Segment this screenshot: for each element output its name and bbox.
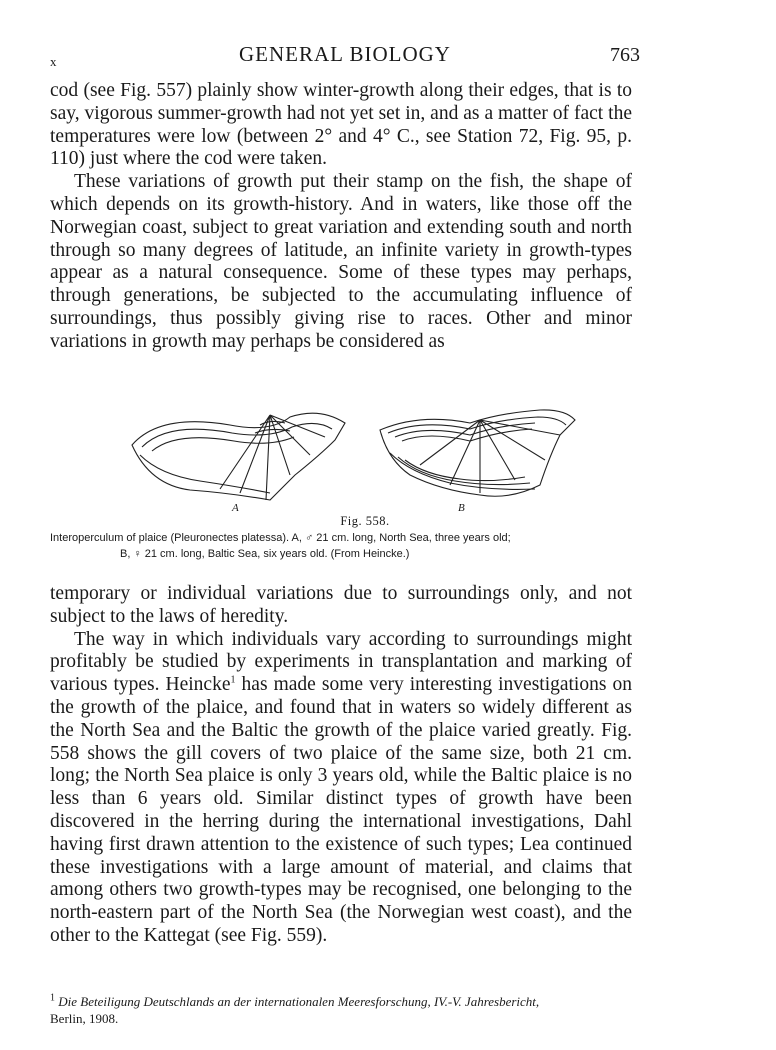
footnote-reference[interactable]: 1: [230, 674, 236, 686]
gill-cover-b-drawing: [380, 410, 575, 496]
page-number: 763: [610, 44, 640, 66]
gill-cover-a-drawing: [132, 413, 345, 500]
paragraph-continued: cod (see Fig. 557) plainly show winter-growth along their edges, that is to say, vigorous summer-growth had not yet set in, and as a matter of fact the temperatures were low (between 2° and 4° C., see Station 72, Fig. 95, p. 110) just where the cod were taken.: [50, 80, 632, 170]
figure-caption: [50, 531, 640, 562]
page-header: [50, 42, 640, 72]
paragraph-text-before-ref: The way in which individuals vary according to surroundings might profitably be studied by experiments in transplantation and marking of various types. Heincke: [50, 628, 632, 696]
footnote-marker: 1: [50, 992, 55, 1004]
signature-mark: x: [50, 54, 57, 69]
body-text-bottom: [50, 583, 632, 948]
figure-558-illustration: [120, 405, 600, 515]
running-title: GENERAL BIOLOGY: [239, 42, 451, 66]
gill-cover-drawings: [120, 405, 600, 515]
footnote: [50, 993, 640, 1027]
figure-label-b: B: [458, 502, 465, 514]
paragraph-variations: These variations of growth put their stamp on the fish, the shape of which depends on its growth-history. And in waters, like those off the Norwegian coast, subject to great variation and extending south and north through so many degrees of latitude, an infinite variety in growth-types appear as a natural consequence. Some of these types may perhaps, through generations, be subjected to the accumulating influence of surroundings, thus possibly giving rise to races. Other and minor variations in growth may perhaps be considered as: [50, 171, 632, 352]
figure-title: Fig. 558.: [340, 514, 390, 528]
paragraph-individuals: [50, 629, 632, 948]
figure-caption-line-2: B, ♀ 21 cm. long, Baltic Sea, six years old. (From Heincke.): [120, 547, 410, 560]
footnote-title: Die Beteiligung Deutschlands an der internationalen Meeresforschung, IV.-V. Jahresbericht,: [58, 994, 540, 1009]
footnote-place: Berlin, 1908.: [50, 1011, 119, 1026]
figure-label-a: A: [232, 502, 239, 514]
body-text-top: [50, 80, 632, 354]
paragraph-temporary: temporary or individual variations due to surroundings only, and not subject to the laws of heredity.: [50, 583, 632, 627]
figure-caption-line-1: Interoperculum of plaice (Pleuronectes platessa). A, ♂ 21 cm. long, North Sea, three years old;: [50, 532, 511, 544]
paragraph-text-after-ref: has made some very interesting investigations on the growth of the plaice, and found that in waters so widely different as the North Sea and the Baltic the growth of the plaice varied greatly. Fig. 558 shows the gill covers of two plaice of the same size, both 21 cm. long; the North Sea plaice is only 3 years old, while the Baltic plaice is no less than 6 years old. Similar distinct types of growth have been discovered in the herring during the international investigations, Dahl having first drawn attention to the existence of such types; Lea continued these investigations with a large amount of material, and claims that among others two growth-types may be recognised, one belonging to the north-eastern part of the North Sea (the Norwegian west coast), and the other to the Kattegat (see Fig. 559).: [50, 674, 632, 946]
